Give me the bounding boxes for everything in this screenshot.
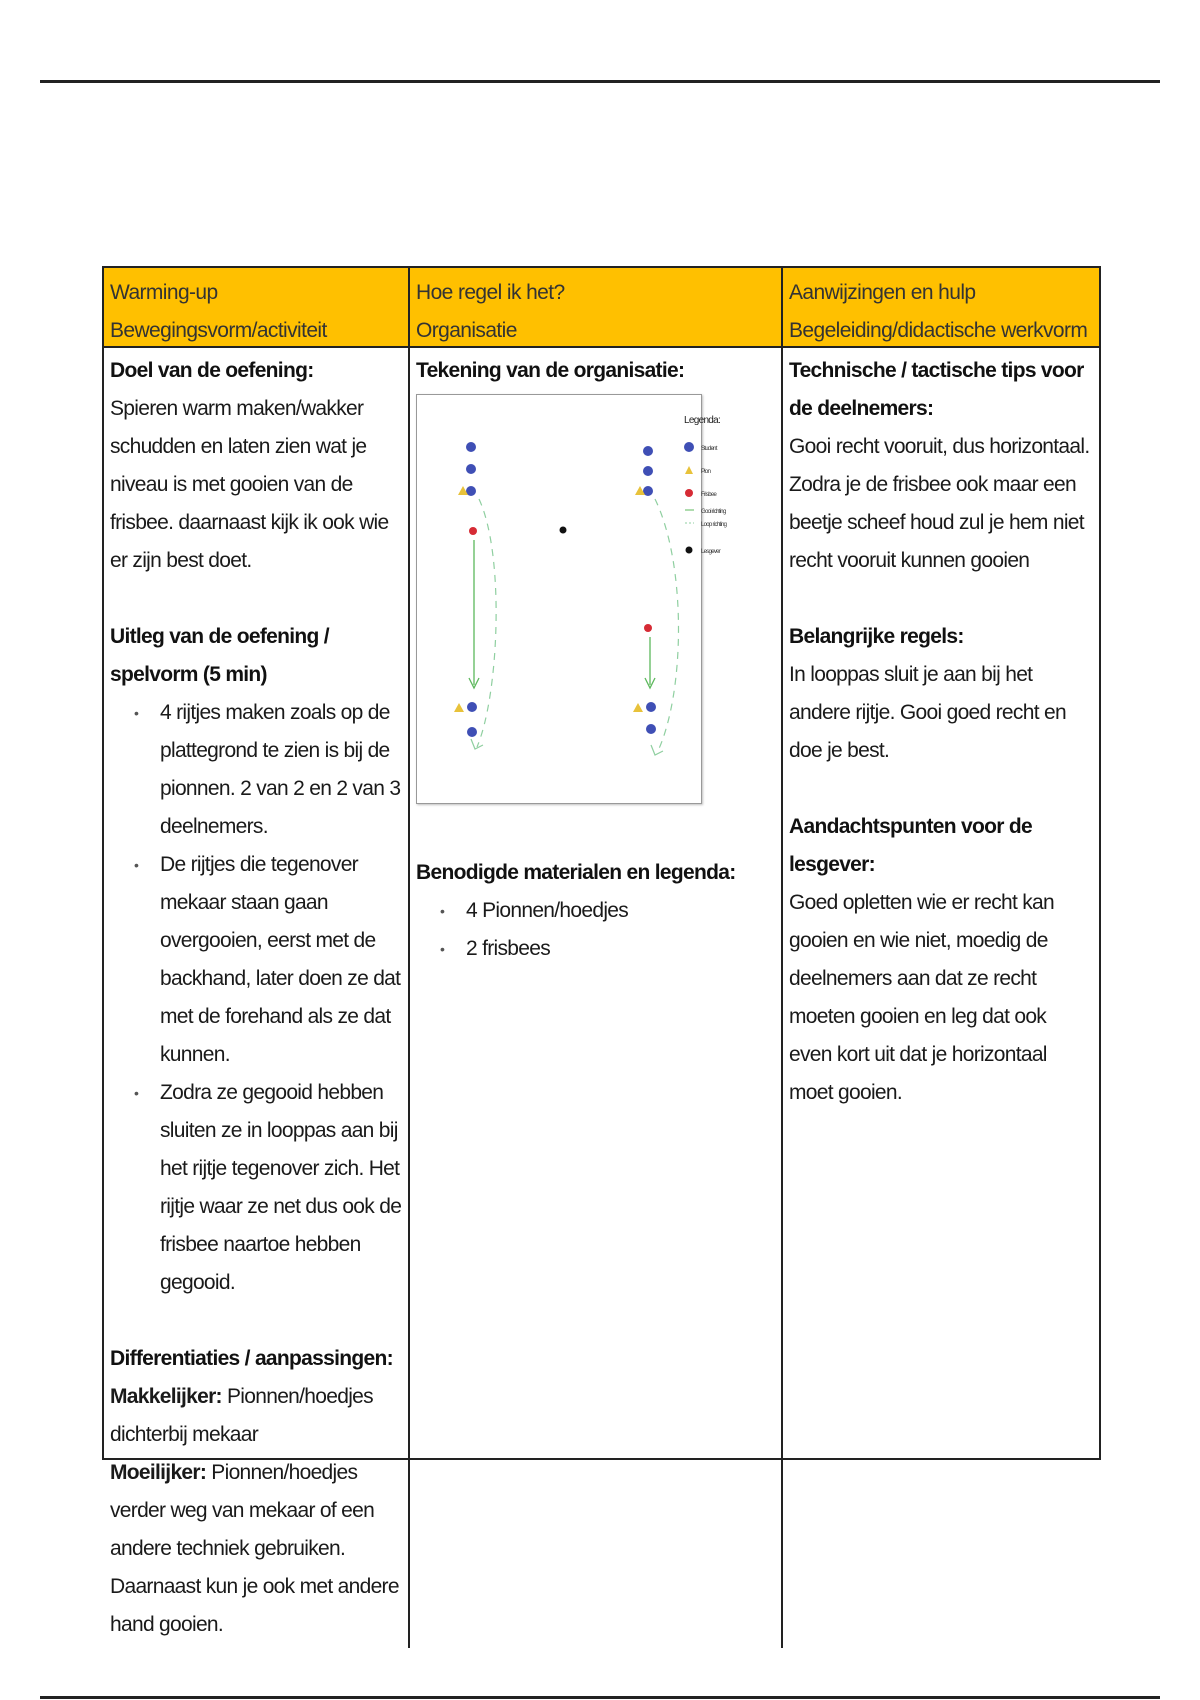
student-icon (646, 702, 656, 712)
aandacht-text: Goed opletten wie er recht kan gooien en wie niet, moedig de deelnemers aan dat ze recht moeten gooien en leg dat ook even kort uit dat je horizontaal moet gooien. (789, 891, 1055, 1104)
header-organisation-subtitle: Organisatie (416, 319, 517, 342)
guidance-column (781, 348, 1099, 1648)
moeilijker-paragraph (110, 1454, 402, 1644)
makkelijker-text: Pionnen/hoedjes dichterbij mekaar (110, 1385, 373, 1446)
list-item: • De rijtjes die tegenover mekaar staan gaan overgooien, eerst met de backhand, later doen ze dat met de forehand als ze dat kunnen. (160, 846, 402, 1074)
legend-frisbee: Frisbee (701, 492, 717, 498)
header-cell-activity (104, 268, 408, 348)
pion-icon (454, 703, 464, 712)
header-guidance-title: Aanwijzingen en hulp (789, 281, 976, 304)
list-item: • Zodra ze gegooid hebben sluiten ze in looppas aan bij het rijtje tegenover zich. Het rijtje waar ze net dus ook de frisbee naartoe hebben gegooid. (160, 1074, 402, 1302)
frisbee-icon (644, 624, 652, 632)
header-activity-subtitle: Bewegingsvorm/activiteit (110, 319, 327, 342)
loop-arrow-head (651, 745, 663, 755)
header-activity-title: Warming-up (110, 281, 218, 304)
doel-text: Spieren warm maken/wakker schudden en laten zien wat je niveau is met gooien van de frisbee. daarnaast kijk ik ook wie er zijn best doet. (110, 397, 389, 572)
aandacht-title: Aandachtspunten voor de lesgever: (789, 815, 1032, 876)
student-legend-icon (684, 442, 694, 452)
moeilijker-text: Pionnen/hoedjes verder weg van mekaar of een andere techniek gebruiken. Daarnaast kun je ook met andere hand gooien. (110, 1461, 399, 1636)
header-cell-organisation (408, 268, 781, 348)
student-icon (646, 724, 656, 734)
student-icon (643, 446, 653, 456)
tips-text: Gooi recht vooruit, dus horizontaal. Zodra je de frisbee ook maar een beetje scheef houd zul je hem niet recht vooruit kunnen gooien (789, 435, 1090, 572)
student-icon (643, 466, 653, 476)
makkelijker-label: Makkelijker: (110, 1385, 222, 1408)
organisation-column (408, 348, 781, 1648)
makkelijker-paragraph (110, 1378, 402, 1454)
regels-text: In looppas sluit je aan bij het andere rijtje. Gooi goed recht en doe je best. (789, 663, 1066, 762)
tips-title: Technische / tactische tips voor de deelnemers: (789, 359, 1084, 420)
uitleg-list (110, 694, 402, 1302)
legend-title: Legenda: (684, 415, 721, 426)
pion-legend-icon (685, 466, 693, 474)
moeilijker-label: Moeilijker: (110, 1461, 207, 1484)
activity-column (104, 348, 408, 1648)
frisbee-icon (469, 527, 477, 535)
organisation-diagram (416, 394, 727, 804)
frisbee-legend-icon (685, 489, 693, 497)
student-icon (466, 464, 476, 474)
regels-title: Belangrijke regels: (789, 625, 964, 648)
top-rule (40, 80, 1160, 83)
loop-arrow-head (471, 739, 483, 749)
legend-gooi: Gooi richting (701, 509, 726, 515)
diagram-legend (684, 415, 727, 555)
bottom-rule (40, 1696, 1160, 1699)
materialen-list (416, 892, 775, 968)
loop-arrow (655, 499, 679, 753)
header-guidance-subtitle: Begeleiding/didactische werkvorm (789, 319, 1088, 342)
lesson-plan-table (102, 266, 1101, 1636)
student-icon (466, 442, 476, 452)
legend-loop: Loop richting (701, 522, 727, 528)
list-item: • 2 frisbees (466, 930, 775, 968)
lesgever-icon (560, 527, 567, 534)
pion-icon (633, 703, 643, 712)
header-cell-guidance (781, 268, 1099, 348)
materialen-title: Benodigde materialen en legenda: (416, 861, 736, 884)
doel-title: Doel van de oefening: (110, 359, 314, 382)
header-organisation-title: Hoe regel ik het? (416, 281, 565, 304)
diff-title: Differentiaties / aanpassingen: (110, 1347, 393, 1370)
legend-pion: Pion (701, 469, 711, 475)
uitleg-title: Uitleg van de oefening / spelvorm (5 min) (110, 625, 329, 686)
lesgever-legend-icon (686, 547, 693, 554)
student-icon (467, 702, 477, 712)
list-item: • 4 rijtjes maken zoals op de plattegrond te zien is bij de pionnen. 2 van 2 en 2 van 3 deelnemers. (160, 694, 402, 846)
loop-arrow (477, 499, 496, 747)
student-icon (467, 727, 477, 737)
list-item: • 4 Pionnen/hoedjes (466, 892, 775, 930)
legend-lesgever: Lesgever (701, 549, 721, 555)
tekening-title: Tekening van de organisatie: (416, 359, 685, 382)
legend-student: Student (701, 446, 717, 452)
field-drawing (417, 395, 727, 803)
